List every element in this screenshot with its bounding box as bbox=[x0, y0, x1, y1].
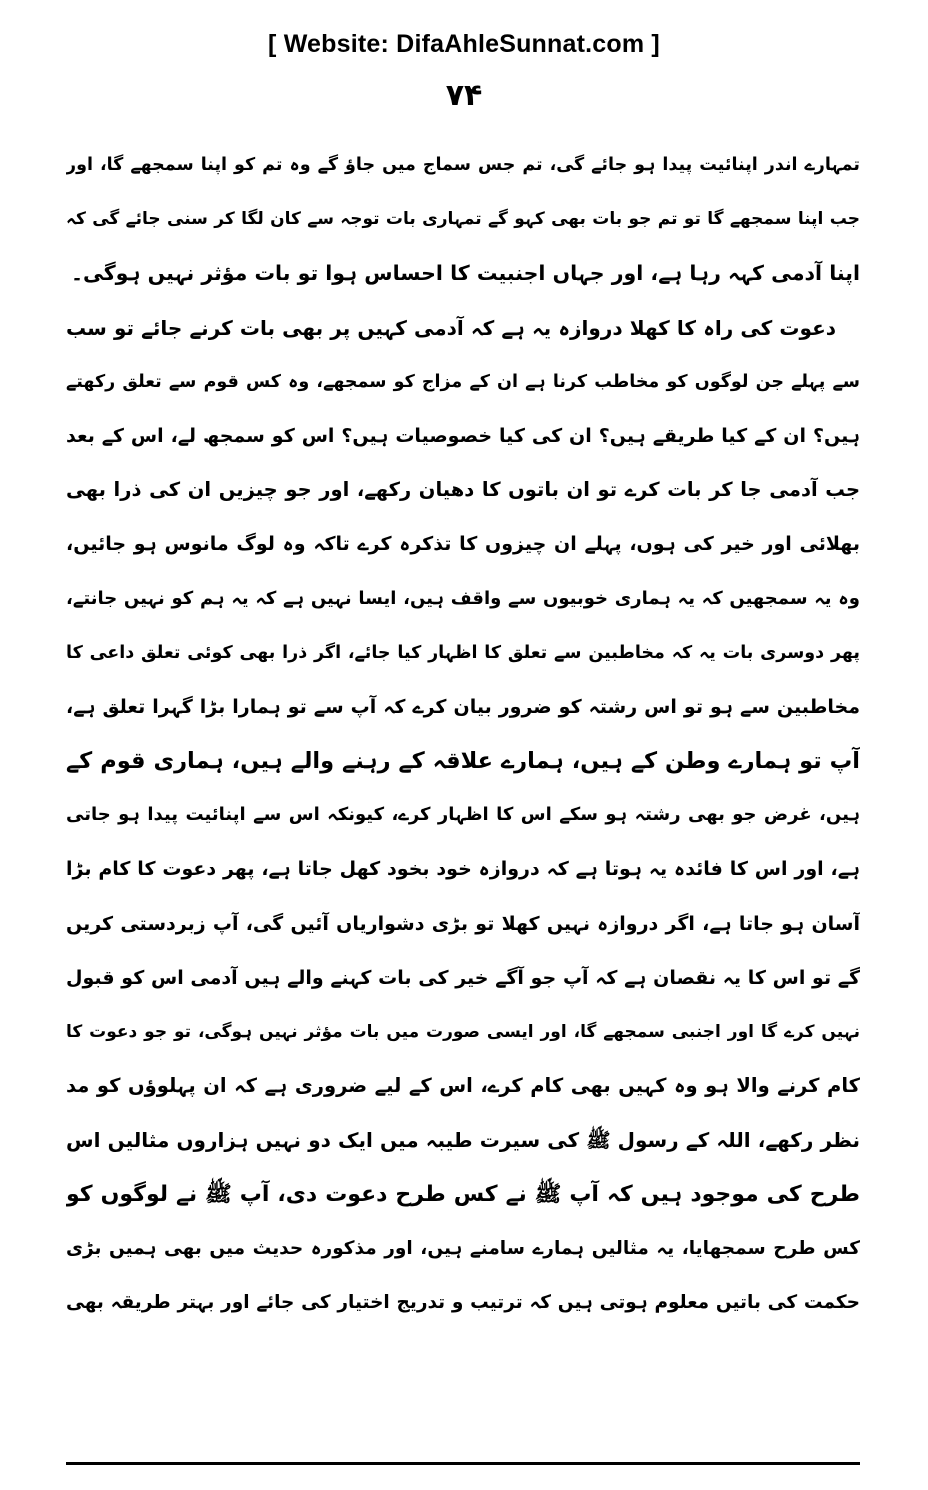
text-line: گے تو اس کا یہ نقصان ہے کہ آپ جو آگے خیر کی بات کہنے والے ہیں آدمی اس کو قبول bbox=[66, 966, 860, 989]
text-line: جب آدمی جا کر بات کرے تو ان باتوں کا دھیان رکھے، اور جو چیزیں ان کی ذرا بھی bbox=[66, 478, 860, 502]
text-line: نظر رکھے، اللہ کے رسول ﷺ کی سیرت طیبہ میں ایک دو نہیں ہزاروں مثالیں اس bbox=[66, 1128, 860, 1153]
text-line: سے پہلے جن لوگوں کو مخاطب کرنا ہے ان کے مزاج کو سمجھے، وہ کس قوم سے تعلق رکھتے bbox=[66, 371, 860, 392]
text-line: کس طرح سمجھایا، یہ مثالیں ہمارے سامنے ہیں، اور مذکورہ حدیث میں بھی ہمیں بڑی bbox=[66, 1237, 860, 1259]
text-line: نہیں کرے گا اور اجنبی سمجھے گا، اور ایسی صورت میں بات مؤثر نہیں ہوگی، تو جو دعوت کا bbox=[66, 1022, 860, 1042]
text-line: ہے، اور اس کا فائدہ یہ ہوتا ہے کہ دروازہ خود بخود کھل جاتا ہے، پھر دعوت کا کام بڑا bbox=[66, 858, 860, 881]
text-line: جب اپنا سمجھے گا تو تم جو بات بھی کہو گے تمہاری بات توجہ سے کان لگا کر سنی جائے گی کہ bbox=[66, 209, 860, 230]
text-line: کام کرنے والا ہو وہ کہیں بھی کام کرے، اس کے لیے ضروری ہے کہ ان پہلوؤں کو مد bbox=[66, 1074, 860, 1098]
text-line: طرح کی موجود ہیں کہ آپ ﷺ نے کس طرح دعوت دی، آپ ﷺ نے لوگوں کو bbox=[66, 1181, 860, 1207]
bottom-rule bbox=[66, 1462, 860, 1465]
page-number: ۷۴ bbox=[445, 78, 483, 113]
text-line: بھلائی اور خیر کی ہوں، پہلے ان چیزوں کا تذکرہ کرے تاکہ وہ لوگ مانوس ہو جائیں، bbox=[66, 533, 860, 556]
text-line: اپنا آدمی کہہ رہا ہے، اور جہاں اجنبیت کا احساس ہوا تو بات مؤثر نہیں ہوگی۔ bbox=[70, 261, 860, 286]
text-line: ہیں؟ ان کے کیا طریقے ہیں؟ ان کی کیا خصوصیات ہیں؟ اس کو سمجھ لے، اس کے بعد bbox=[66, 424, 860, 447]
body-text bbox=[66, 138, 860, 1330]
text-line: تمہارے اندر اپنائیت پیدا ہو جائے گی، تم جس سماج میں جاؤ گے وہ تم کو اپنا سمجھے گا، اور bbox=[66, 155, 860, 175]
text-line: ہیں، غرض جو بھی رشتہ ہو سکے اس کا اظہار کرے، کیونکہ اس سے اپنائیت پیدا ہو جاتی bbox=[66, 804, 860, 826]
website-header: [ Website: DifaAhleSunnat.com ] bbox=[268, 30, 660, 58]
text-line: حکمت کی باتیں معلوم ہوتی ہیں کہ ترتیب و تدریج اختیار کی جائے اور بہتر طریقہ بھی bbox=[66, 1291, 860, 1313]
text-line: آپ تو ہمارے وطن کے ہیں، ہمارے علاقہ کے رہنے والے ہیں، ہماری قوم کے bbox=[66, 748, 860, 775]
text-line: مخاطبین سے ہو تو اس رشتہ کو ضرور بیان کرے کہ آپ سے تو ہمارا بڑا گہرا تعلق ہے، bbox=[66, 695, 860, 718]
text-line: دعوت کی راہ کا کھلا دروازہ یہ ہے کہ آدمی کہیں پر بھی بات کرنے جائے تو سب bbox=[66, 315, 836, 340]
text-line: وہ یہ سمجھیں کہ یہ ہماری خوبیوں سے واقف ہیں، ایسا نہیں ہے کہ یہ ہم کو نہیں جانتے، bbox=[66, 587, 860, 609]
text-line: آسان ہو جاتا ہے، اگر دروازہ نہیں کھلا تو بڑی دشواریاں آئیں گی، آپ زبردستی کریں bbox=[66, 912, 860, 935]
text-line: پھر دوسری بات یہ کہ مخاطبین سے تعلق کا اظہار کیا جائے، اگر ذرا بھی کوئی تعلق داعی کا bbox=[66, 642, 860, 663]
